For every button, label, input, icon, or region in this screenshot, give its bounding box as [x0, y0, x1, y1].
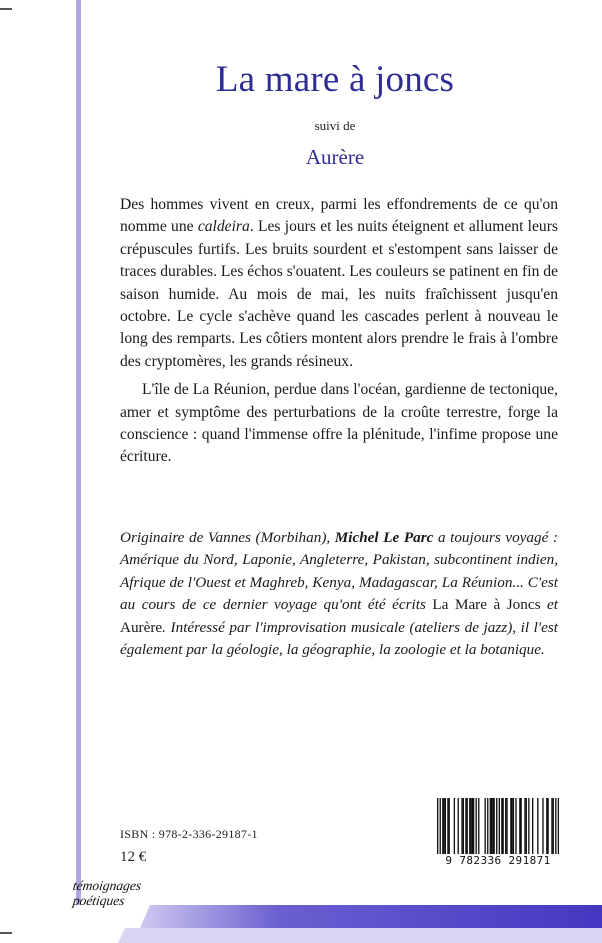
- barcode-bar: [465, 798, 466, 854]
- barcode-bar: [442, 798, 443, 854]
- barcode-bar: [472, 798, 473, 854]
- barcode-bar: [478, 798, 479, 854]
- synopsis-paragraph-1: [120, 194, 558, 373]
- barcode-bar: [551, 798, 552, 854]
- band-dark: [140, 905, 602, 928]
- barcode-bar: [454, 798, 455, 854]
- crop-mark-top: [0, 8, 12, 10]
- barcode-bar: [511, 798, 512, 854]
- bio-text: . Intéressé par l'improvisation musicale (ateliers de jazz), il l'est également par la géologie, la géographie, la zoologie et la botanique.: [120, 618, 558, 659]
- collection-line-2: poétiques: [71, 893, 126, 908]
- barcode-bar: [524, 798, 525, 854]
- barcode-bar: [499, 798, 500, 854]
- barcode-bar: [447, 798, 448, 854]
- barcode-bar: [501, 798, 502, 854]
- barcode-bar: [449, 798, 450, 854]
- collection-line-1: témoignages: [72, 878, 143, 893]
- crop-mark-bottom: [0, 932, 12, 934]
- barcode-bar: [437, 798, 438, 854]
- bio-text: Originaire de Vannes (Morbihan),: [120, 529, 335, 546]
- barcode-bar: [528, 798, 529, 854]
- barcode-bar: [510, 798, 511, 854]
- barcode-bar: [555, 798, 556, 854]
- book-title: La mare à joncs: [215, 59, 455, 100]
- barcode-bar: [473, 798, 474, 854]
- barcode-bar: [491, 798, 492, 854]
- barcode-bar: [505, 798, 506, 854]
- left-stripe: [76, 0, 81, 905]
- barcode-bar: [558, 798, 559, 854]
- barcode-bar: [515, 798, 516, 854]
- suivi-de-label: suivi de: [314, 118, 356, 133]
- barcode-bar: [458, 798, 459, 854]
- bio-text: et: [540, 596, 558, 614]
- barcode-bar: [443, 798, 444, 854]
- barcode-bar: [542, 798, 543, 854]
- barcode-bar: [546, 798, 547, 854]
- barcode-bar: [537, 798, 538, 854]
- bio-work-title: La Mare à Joncs: [432, 596, 541, 614]
- barcode-bar: [487, 798, 488, 854]
- barcode-bar: [513, 798, 514, 854]
- book-subtitle: Aurère: [305, 145, 365, 169]
- band-light: [118, 928, 602, 943]
- barcode-bar: [553, 798, 554, 854]
- barcode-bar: [506, 798, 507, 854]
- author-name: Michel Le Parc: [334, 529, 434, 546]
- barcode-bar: [532, 798, 533, 854]
- bio-work-title: Aurère: [120, 618, 163, 636]
- synopsis-text: . Les jours et les nuits éteignent et allument leurs crépuscules furtifs. Les bruits sourdent et s'estompent sans laisser de traces durables. Les échos s'ouatent. Les couleurs se patinent en fin de saison humide. Au mois de mai, les nuits fraîchissent jusqu'en octobre. Le cycle s'achève quand les cascades perlent à nouveau le long des remparts. Les côtiers montent alors prendre le frais à l'ombre des cryptomères, les grands résineux.: [120, 218, 558, 370]
- barcode-bar: [526, 798, 527, 854]
- barcode-bar: [494, 798, 495, 854]
- barcode-bar: [547, 798, 548, 854]
- synopsis-text: Des hommes vivent en creux, parmi les effondrements de ce qu'on nomme une: [120, 196, 558, 236]
- barcode-bar: [445, 798, 446, 854]
- barcode-bar: [485, 798, 486, 854]
- barcode-bar: [502, 798, 503, 854]
- barcode-bar: [440, 798, 441, 854]
- author-bio: [120, 527, 558, 661]
- isbn: ISBN : 978-2-336-29187-1: [120, 827, 258, 841]
- barcode-bar: [492, 798, 493, 854]
- synopsis-paragraph-2: L'île de La Réunion, perdue dans l'océan, gardienne de tectonique, amer et symptôme des perturbations de la croûte terrestre, forge la conscience : quand l'immense offre la plénitude, l'infime propose une écriture.: [120, 381, 558, 466]
- barcode-bar: [520, 798, 521, 854]
- price: 12 €: [120, 849, 147, 865]
- barcode-bar: [490, 798, 491, 854]
- synopsis: [120, 194, 558, 469]
- barcode-bar: [519, 798, 520, 854]
- barcode-bar: [461, 798, 462, 854]
- barcode-digits: 9 782336 291871: [445, 854, 551, 867]
- collection-logo: [70, 878, 142, 908]
- barcode-bar: [463, 798, 464, 854]
- barcode-bar: [469, 798, 470, 854]
- barcode-bar: [470, 798, 471, 854]
- barcode-bar: [476, 798, 477, 854]
- synopsis-italic-term: caldeira: [197, 218, 250, 236]
- bio-text: a toujours voyagé : Amérique du Nord, Laponie, Angleterre, Pakistan, subcontinent indien, Afrique de l'Ouest et Maghreb, Kenya, Madagascar, La Réunion... C'est au cours de ce dernier voyage qu'ont été écrits: [120, 529, 558, 614]
- barcode-bar: [467, 798, 468, 854]
- barcode-bars: [437, 798, 559, 854]
- barcode-bar: [496, 798, 497, 854]
- barcode: [437, 798, 559, 868]
